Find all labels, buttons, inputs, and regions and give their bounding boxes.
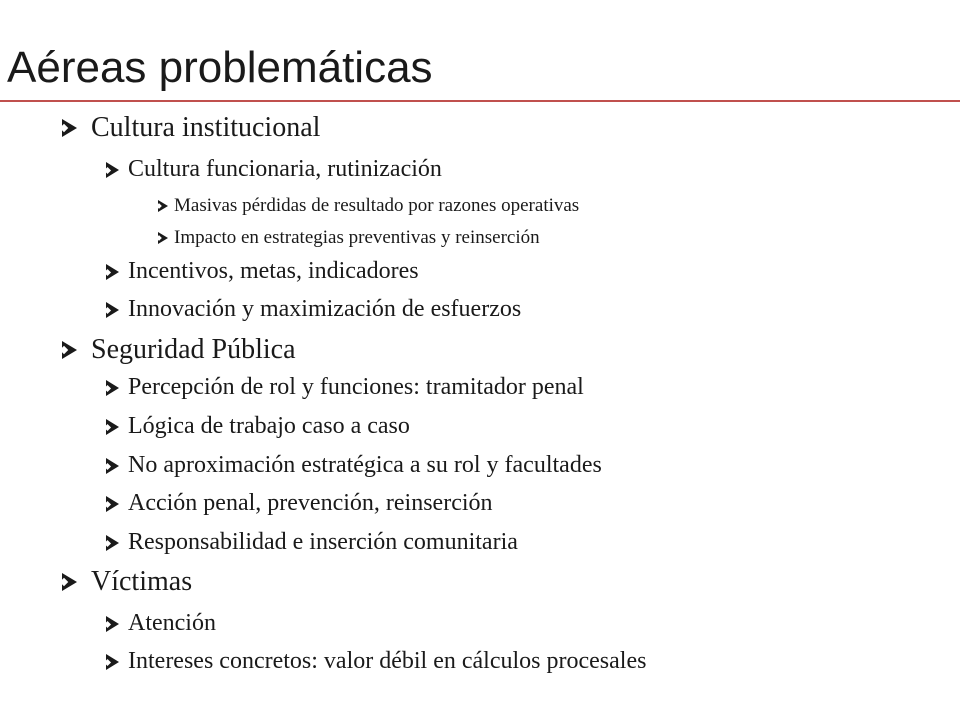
bullet-text: Seguridad Pública — [91, 334, 296, 365]
bullet-item-l2 — [106, 610, 216, 637]
bullet-item-l1 — [62, 334, 296, 366]
arrowhead-bullet-icon — [106, 380, 119, 396]
arrowhead-bullet-icon — [106, 496, 119, 512]
bullet-text: Masivas pérdidas de resultado por razones operativas — [174, 195, 580, 216]
bullet-text: No aproximación estratégica a su rol y facultades — [128, 452, 602, 478]
bullet-text: Lógica de trabajo caso a caso — [128, 413, 410, 439]
bullet-item-l3 — [158, 195, 579, 217]
bullet-item-l1 — [62, 112, 320, 144]
bullet-text: Innovación y maximización de esfuerzos — [128, 296, 522, 322]
bullet-item-l2 — [106, 529, 518, 556]
bullet-item-l2 — [106, 490, 493, 517]
bullet-text: Responsabilidad e inserción comunitaria — [128, 529, 518, 555]
bullet-item-l2 — [106, 296, 521, 323]
arrowhead-bullet-icon — [106, 302, 119, 318]
arrowhead-bullet-icon — [158, 200, 168, 212]
bullet-text: Intereses concretos: valor débil en cálculos procesales — [128, 648, 647, 674]
bullet-text: Percepción de rol y funciones: tramitador penal — [128, 374, 584, 400]
bullet-item-l3 — [158, 227, 540, 249]
arrowhead-bullet-icon — [158, 232, 168, 244]
arrowhead-bullet-icon — [106, 616, 119, 632]
bullet-item-l2 — [106, 648, 646, 675]
title-divider — [0, 100, 960, 102]
bullet-item-l2 — [106, 156, 442, 183]
bullet-item-l2 — [106, 374, 584, 401]
bullet-text: Cultura funcionaria, rutinización — [128, 156, 442, 182]
bullet-item-l2 — [106, 258, 419, 285]
slide-title: Aéreas problemáticas — [7, 43, 433, 92]
arrowhead-bullet-icon — [106, 535, 119, 551]
arrowhead-bullet-icon — [106, 419, 119, 435]
arrowhead-bullet-icon — [62, 573, 77, 591]
bullet-text: Cultura institucional — [91, 112, 321, 143]
arrowhead-bullet-icon — [106, 654, 119, 670]
arrowhead-bullet-icon — [106, 162, 119, 178]
bullet-item-l2 — [106, 413, 410, 440]
bullet-item-l1 — [62, 566, 192, 598]
arrowhead-bullet-icon — [106, 264, 119, 280]
bullet-text: Atención — [128, 610, 216, 636]
bullet-text: Acción penal, prevención, reinserción — [128, 490, 493, 516]
bullet-text: Impacto en estrategias preventivas y reinserción — [174, 227, 540, 248]
bullet-text: Incentivos, metas, indicadores — [128, 258, 419, 284]
arrowhead-bullet-icon — [106, 458, 119, 474]
arrowhead-bullet-icon — [62, 341, 77, 359]
arrowhead-bullet-icon — [62, 119, 77, 137]
bullet-text: Víctimas — [91, 566, 193, 597]
bullet-item-l2 — [106, 452, 602, 479]
